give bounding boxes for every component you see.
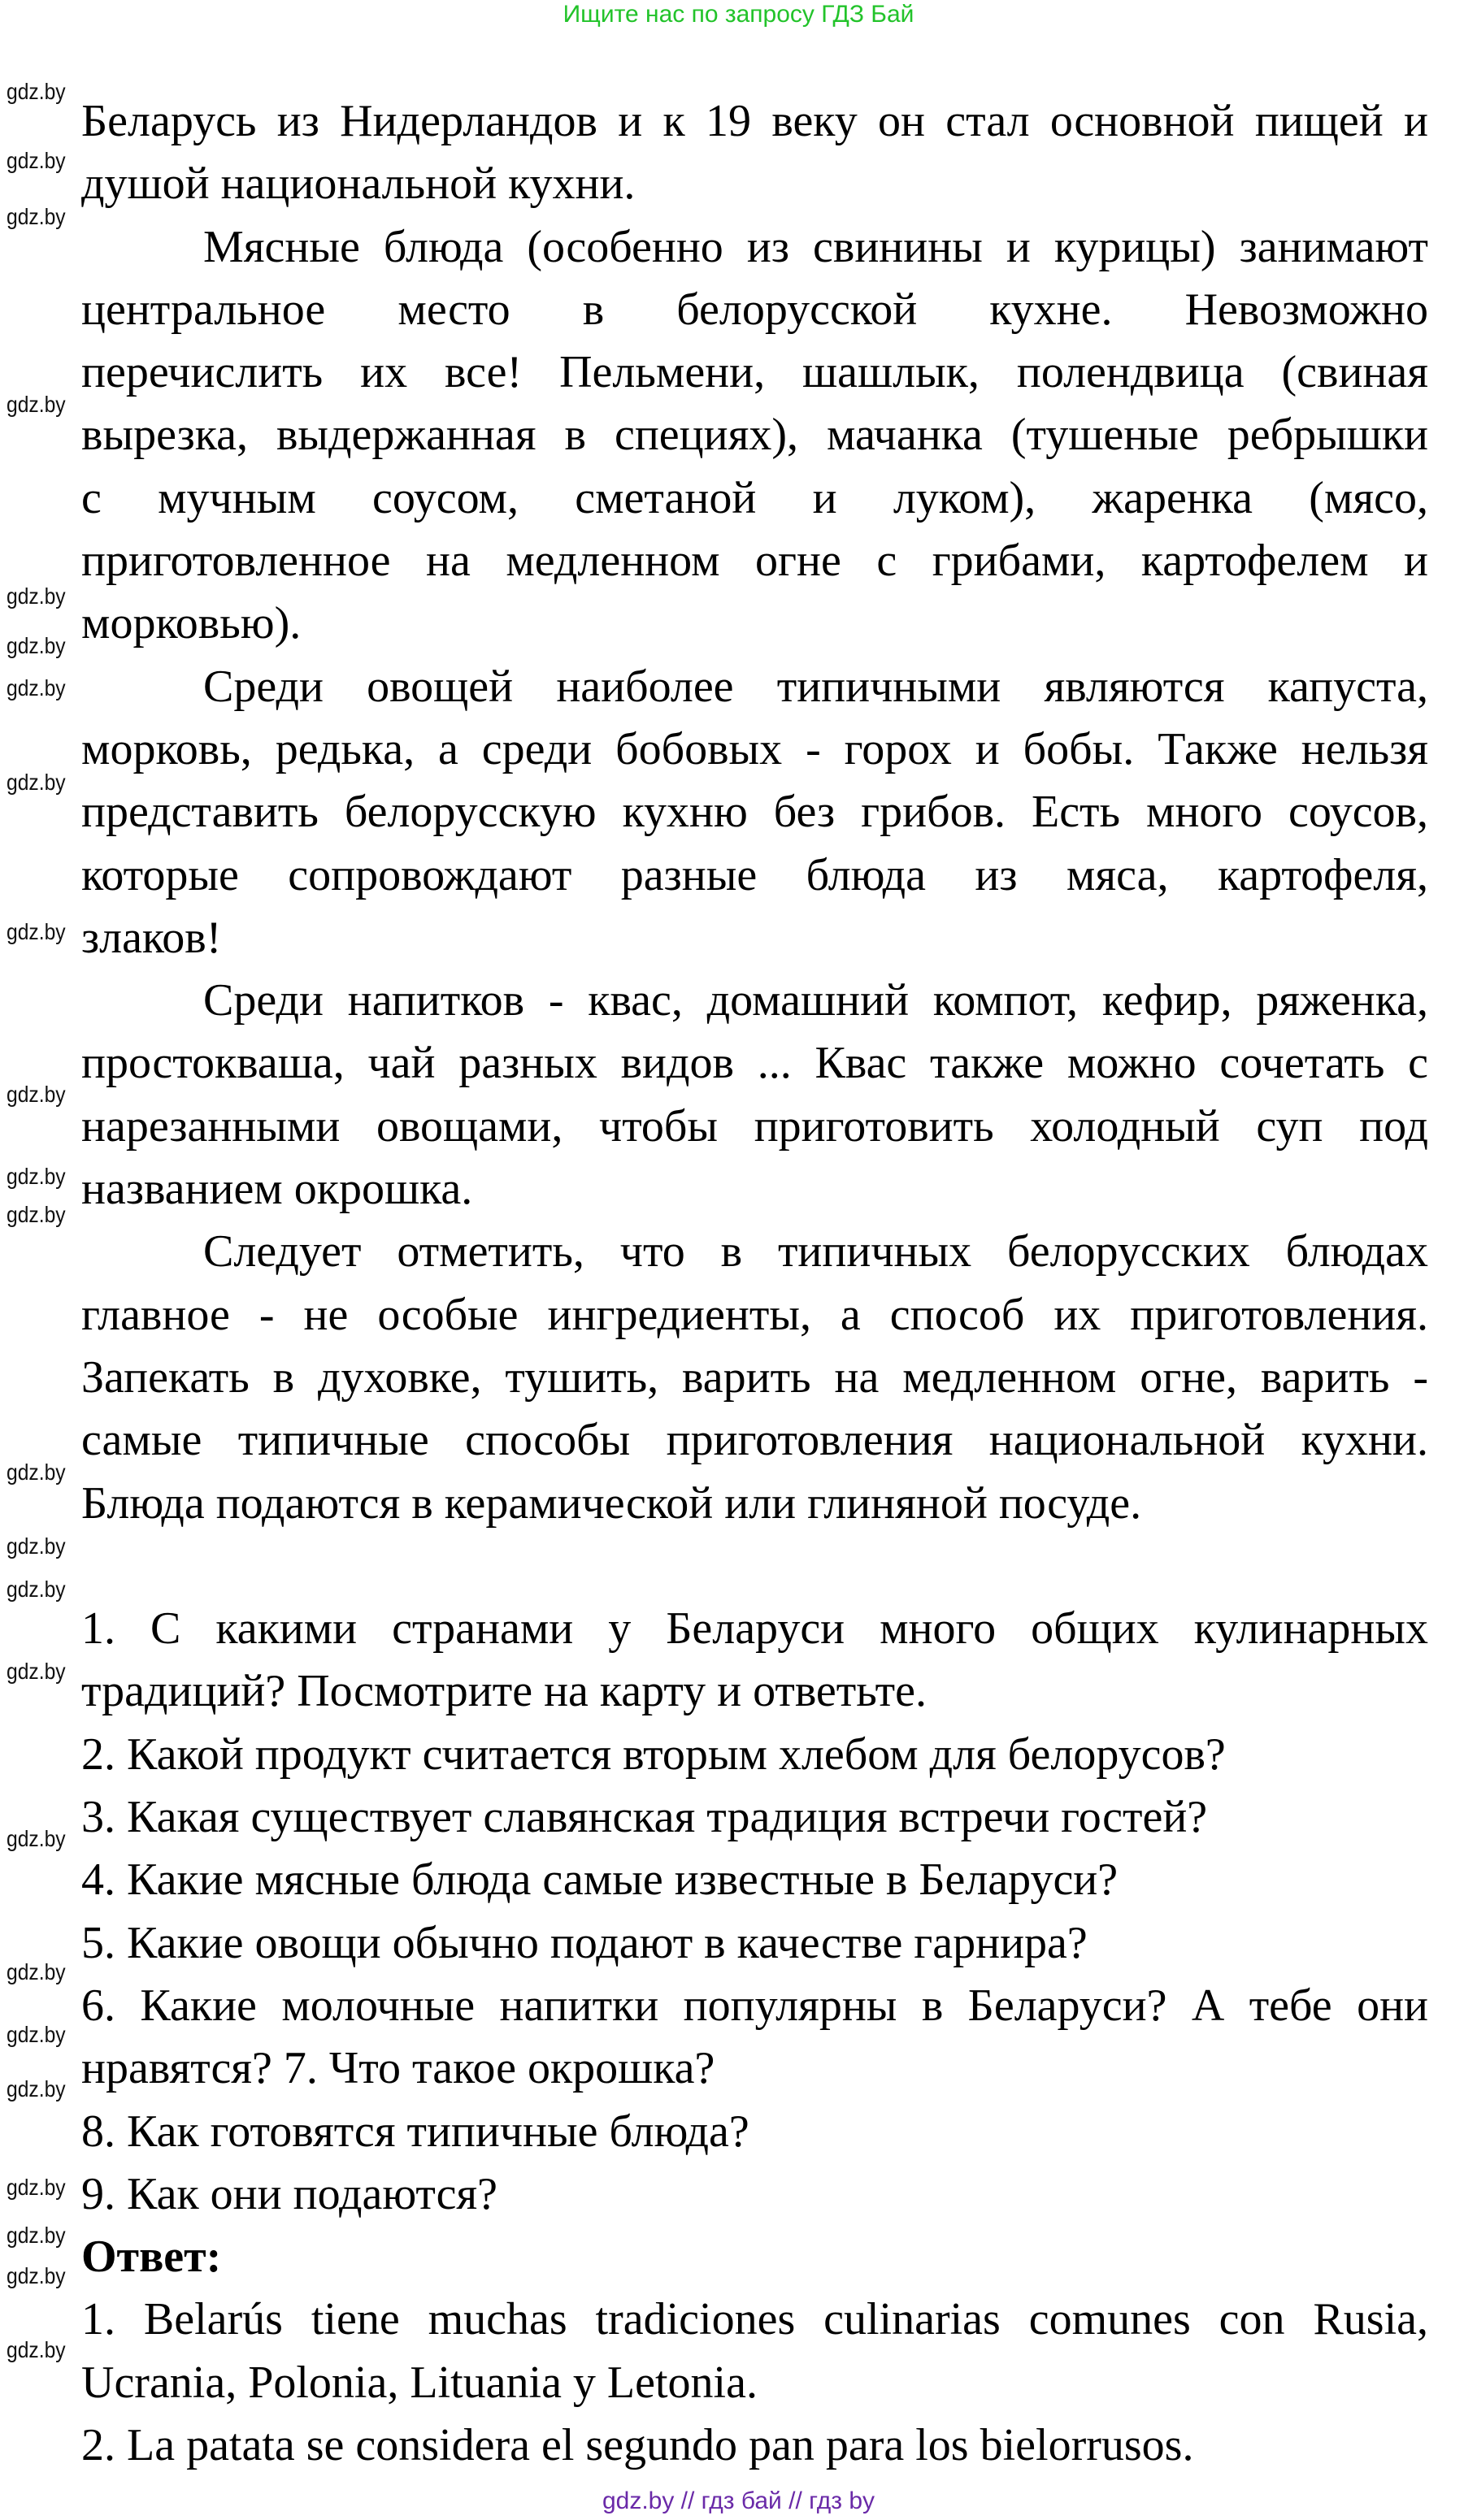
paragraph-line: Блюда подаются в керамической или глиняной посуде. (81, 1477, 1142, 1529)
paragraph-line: названием окрошка. (81, 1164, 473, 1215)
document-body (81, 90, 1428, 2477)
question-line: 9. Как они подаются? (81, 2168, 498, 2219)
paragraph-line: Среди напитков - квас, домашний компот, кефир, ряженка, (203, 975, 1428, 1026)
top-banner: Ищите нас по запросу ГДЗ Бай (563, 1, 914, 28)
question-line: 4. Какие мясные блюда самые известные в Беларуси? (81, 1854, 1119, 1906)
watermark: gdz.by (7, 1577, 66, 1603)
watermark: gdz.by (7, 1533, 66, 1559)
question-line: 6. Какие молочные напитки популярны в Беларуси? А тебе они (81, 1980, 1428, 2031)
paragraph-line: Мясные блюда (особенно из свинины и курицы) занимают (203, 221, 1428, 272)
paragraph-line: простокваша, чай разных видов ... Квас также можно сочетать с (81, 1038, 1428, 1089)
question-line: 1. С какими странами у Беларуси много общих кулинарных (81, 1603, 1428, 1655)
question-line: традиций? Посмотрите на карту и ответьте. (81, 1666, 927, 1717)
watermark: gdz.by (7, 1959, 66, 1984)
watermark: gdz.by (7, 583, 66, 609)
answer-line: 2. La patata se considera el segundo pan para los bielorrusos. (81, 2419, 1194, 2470)
watermark: gdz.by (7, 392, 66, 418)
paragraph-line: Беларусь из Нидерландов и к 19 веку он стал основной пищей и (81, 96, 1428, 146)
watermark: gdz.by (7, 2076, 66, 2102)
watermark: gdz.by (7, 1659, 66, 1685)
question-line: 2. Какой продукт считается вторым хлебом для белорусов? (81, 1728, 1226, 1780)
watermark: gdz.by (7, 1459, 66, 1485)
answer-line: 1. Belarús tiene muchas tradiciones culinarias comunes con Rusia, (81, 2294, 1428, 2345)
footer-links: gdz.by // гдз бай // гдз by (602, 2487, 875, 2514)
watermark: gdz.by (7, 1163, 66, 1189)
paragraph-line: главное - не особые ингредиенты, а способ их приготовления. (81, 1289, 1428, 1340)
paragraph-line: которые сопровождают разные блюда из мяса, картофеля, (81, 849, 1428, 900)
paragraph-line: нарезанными овощами, чтобы приготовить холодный суп под (81, 1100, 1428, 1152)
paragraph-line: с мучным соусом, сметаной и луком), жаренка (мясо, (81, 472, 1428, 523)
spacer (81, 1535, 1428, 1598)
watermark: gdz.by (7, 633, 66, 659)
paragraph-line: Среди овощей наиболее типичными являются капуста, (203, 661, 1428, 712)
paragraph-line: Следует отметить, что в типичных белорусских блюдах (203, 1226, 1428, 1277)
question-line: нравятся? 7. Что такое окрошка? (81, 2043, 715, 2094)
watermark: gdz.by (7, 674, 66, 700)
watermark: gdz.by (7, 147, 66, 173)
watermark: gdz.by (7, 2175, 66, 2201)
paragraph-line: морковь, редька, а среди бобовых - горох и бобы. Также нельзя (81, 723, 1428, 774)
answer-heading: Ответ: (81, 2232, 222, 2283)
question-line: 3. Какая существует славянская традиция встречи гостей? (81, 1792, 1208, 1843)
question-line: 8. Как готовятся типичные блюда? (81, 2106, 749, 2157)
watermark: gdz.by (7, 1082, 66, 1108)
watermark: gdz.by (7, 1202, 66, 1228)
paragraph-line: представить белорусскую кухню без грибов. Есть много соусов, (81, 787, 1428, 838)
watermark: gdz.by (7, 1825, 66, 1851)
paragraph-line: самые типичные способы приготовления национальной кухни. (81, 1415, 1428, 1466)
watermark: gdz.by (7, 2336, 66, 2362)
watermark: gdz.by (7, 2262, 66, 2288)
paragraph-line: душой национальной кухни. (81, 158, 636, 210)
watermark: gdz.by (7, 2022, 66, 2048)
paragraph-line: приготовленное на медленном огне с грибами, картофелем и (81, 536, 1428, 587)
paragraph-line: перечислить их все! Пельмени, шашлык, полендвица (свиная (81, 347, 1428, 398)
paragraph-line: морковью). (81, 598, 302, 649)
watermark: gdz.by (7, 770, 66, 796)
watermark: gdz.by (7, 2223, 66, 2249)
paragraph-line: злаков! (81, 912, 222, 963)
paragraph-line: вырезка, выдержанная в специях), мачанка (тушеные ребрышки (81, 410, 1428, 461)
watermark: gdz.by (7, 919, 66, 945)
watermark: gdz.by (7, 78, 66, 104)
paragraph-line: центральное место в белорусской кухне. Невозможно (81, 284, 1428, 335)
watermark: gdz.by (7, 204, 66, 230)
answer-line: Ucrania, Polonia, Lituania y Letonia. (81, 2357, 758, 2408)
question-line: 5. Какие овощи обычно подают в качестве гарнира? (81, 1917, 1088, 1968)
paragraph-line: Запекать в духовке, тушить, варить на медленном огне, варить - (81, 1351, 1428, 1403)
